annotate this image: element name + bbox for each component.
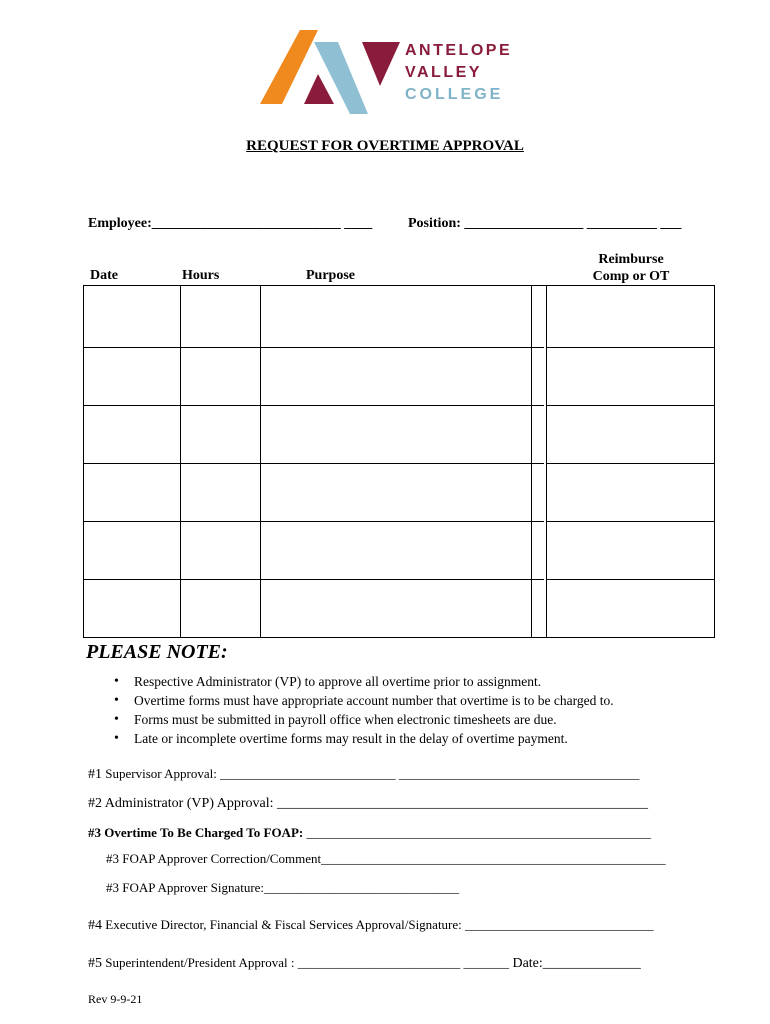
row-divider — [547, 521, 714, 522]
revision-label: Rev 9-9-21 — [88, 992, 143, 1006]
note-item: • Overtime forms must have appropriate account number that overtime is to be charged to. — [108, 691, 614, 710]
row-divider — [547, 347, 714, 348]
column-date: Date — [90, 268, 118, 283]
column-divider — [531, 286, 532, 637]
column-divider — [546, 286, 547, 637]
row-divider — [547, 405, 714, 406]
president-approval-field[interactable]: #5 Superintendent/President Approval : _________________________ _______ Date:______________ — [88, 955, 641, 971]
logo-line-antelope: ANTELOPE — [405, 42, 513, 59]
row-divider — [84, 579, 544, 580]
college-logo — [258, 28, 528, 114]
column-divider — [180, 286, 181, 637]
administrator-approval-field[interactable]: #2 Administrator (VP) Approval: _____________________________________________________ — [88, 796, 648, 811]
please-note-heading: PLEASE NOTE: — [86, 641, 228, 663]
column-purpose: Purpose — [306, 268, 355, 283]
employee-field[interactable]: Employee:___________________________ ____ — [88, 216, 373, 231]
executive-director-approval-field[interactable]: #4 Executive Director, Financial & Fiscal Services Approval/Signature: _____________________________ — [88, 917, 654, 933]
row-divider — [84, 463, 544, 464]
row-divider — [547, 463, 714, 464]
note-item: • Respective Administrator (VP) to approve all overtime prior to assignment. — [108, 672, 614, 691]
column-hours: Hours — [182, 268, 220, 283]
note-item: • Late or incomplete overtime forms may result in the delay of overtime payment. — [108, 729, 614, 748]
logo-mark-icon — [258, 28, 404, 114]
overtime-table[interactable] — [83, 285, 715, 638]
notes-list — [108, 672, 614, 748]
form-title: REQUEST FOR OVERTIME APPROVAL — [246, 138, 524, 154]
logo-line-valley: VALLEY — [405, 64, 482, 81]
date-field[interactable]: Date:______________ — [508, 956, 641, 971]
row-divider — [84, 347, 544, 348]
position-field[interactable]: Position: _________________ __________ ___ — [408, 216, 682, 231]
column-reimburse — [548, 251, 714, 285]
column-reimburse-line2: Comp or OT — [592, 269, 670, 284]
supervisor-approval-field[interactable]: #1 Supervisor Approval: ___________________________ _____________________________________ — [88, 766, 640, 782]
row-divider — [84, 405, 544, 406]
foap-correction-field[interactable]: #3 FOAP Approver Correction/Comment_____________________________________________________ — [106, 851, 666, 866]
row-divider — [84, 521, 544, 522]
foap-charge-field[interactable]: #3 Overtime To Be Charged To FOAP: _____________________________________________________ — [88, 825, 651, 840]
row-divider — [547, 579, 714, 580]
note-item: • Forms must be submitted in payroll office when electronic timesheets are due. — [108, 710, 614, 729]
column-reimburse-line1: Reimburse — [598, 252, 664, 267]
column-divider — [260, 286, 261, 637]
foap-approver-signature-field[interactable]: #3 FOAP Approver Signature:______________________________ — [106, 880, 460, 895]
logo-line-college: COLLEGE — [405, 86, 504, 103]
